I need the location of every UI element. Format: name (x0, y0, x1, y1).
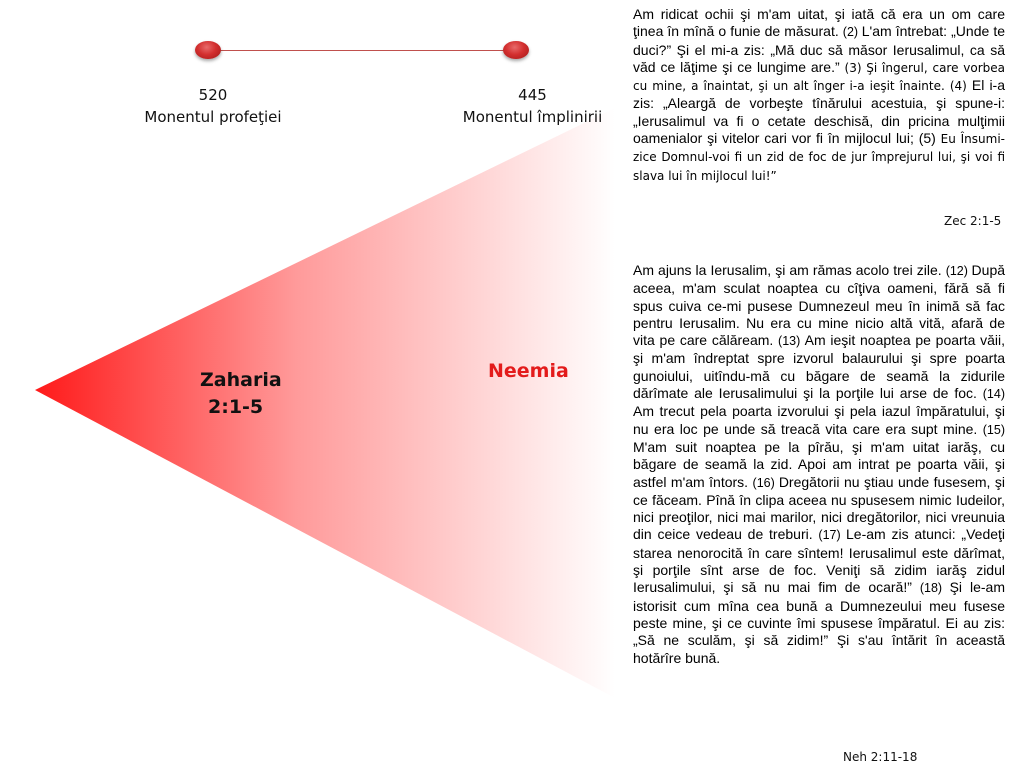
zaharia-label (200, 367, 300, 421)
passage-text: Am ajuns la Ierusalim, şi am rămas acolo trei zile. (633, 262, 946, 278)
passage-text: Am ridicat ochii şi m'am uitat, şi iată că era un om care ţinea în mînă o funie de măsurat. (633, 6, 1005, 40)
passage-text: L'am întrebat: „Unde te duci?” Şi el mi-a zis: „Mă duc să măsor Ierusalimul, ca să văd ce lăţime şi ce lungime are.” (633, 23, 1006, 75)
passage-text: (5) (918, 130, 941, 147)
zaharia-reference: 2:1-5 (208, 396, 264, 418)
timeline-start-caption: Monentul profeţiei (144, 108, 282, 126)
timeline-start-label (118, 84, 308, 128)
zaharia-name: Zaharia (200, 369, 282, 391)
timeline-end-dot (503, 41, 529, 59)
triangle-shape (35, 108, 615, 698)
timeline-start-year: 520 (198, 86, 228, 104)
verse-number: (17) (818, 528, 847, 543)
verse-number: (18) (919, 581, 950, 596)
passage-text: El i-a zis: „Aleargă de vorbeşte tînărului acestuia, şi spune-i: „Ierusalimul va fi o cetate deschisă, din pricina mulţimii oamenialor şi vitelor cari vor fi în mijlocul lui; (633, 77, 1006, 147)
verse-number: (12) (945, 264, 972, 278)
passage-text: (4) (949, 79, 972, 94)
zechariah-reference: Zec 2:1-5 (944, 214, 1002, 228)
timeline-end-caption: Monentul împlinirii (462, 108, 603, 126)
nehemiah-reference: Neh 2:11-18 (843, 750, 918, 764)
timeline-end-label (440, 84, 625, 128)
zechariah-passage (633, 6, 1005, 185)
verse-number: (15) (982, 422, 1005, 437)
timeline-start-dot (195, 41, 221, 59)
verse-number: (13) (778, 334, 805, 349)
passage-text: Am ieşit noaptea pe poarta văii, şi m'am îndreptat spre izvorul balaurului şi spre poarta gunoiului, uitîndu-mă cu băgare de seamă la zidurile dărîmate ale Ierusalimului şi la porţile lui arse de foc. (633, 332, 1005, 402)
passage-text: Şi le-am istorisit cum mîna cea bună a Dumnezeului meu fusese peste mine, şi ce cuvinte îmi spusese împăratul. Ei au zis: „Să ne sculăm, şi să zidim!” Şi s'au întărit în această hotărîre bună. (633, 579, 1005, 666)
passage-text: Am trecut pela poarta izvorului şi pela iazul împăratului, şi nu era loc pe unde să treacă vita care era supt mine. (633, 403, 1005, 437)
neemia-label: Neemia (488, 360, 569, 382)
timeline-line (208, 50, 516, 51)
nehemiah-passage (633, 262, 1005, 667)
verse-number: (2) (842, 25, 862, 40)
passage-text: După aceea, m'am sculat noaptea cu cîţiva oameni, fără să fi spus cuiva ce-mi pusese Dumnezeul meu în inimă să fac pentru Ierusalim. Nu era cu mine nicio altă vită, afară de vita pe care călăream. (633, 262, 1006, 349)
verse-number: (16) (752, 475, 779, 490)
timeline-end-year: 445 (518, 86, 547, 104)
passage-text: M'am suit noaptea pe la pîrău, şi m'am uitat iarăş, cu băgare de seamă la zid. Apoi am intrat pe poarta văii, şi astfel m'am întors. (633, 438, 1005, 490)
passage-text: Le-am zis atunci: „Vedeţi starea nenorocită în care sîntem! Ierusalimul este dărîmat, şi porţile sînt arse de foc. Veniţi să zidim iarăş zidul Ierusalimului, şi să nu mai fim de ocară!” (633, 526, 1006, 596)
passage-text: Eu Însumi-zice Domnul-voi fi un zid de foc de jur împrejurul lui, şi voi fi slava lui în mijlocul lui!” (633, 132, 1005, 183)
verse-number: (14) (982, 387, 1005, 402)
passage-text: (3) Şi îngerul, care vorbea cu mine, a înaintat, şi un alt înger i-a ieşit înainte. (633, 60, 1006, 94)
passage-text: Dregătorii nu ştiau unde fusesem, şi ce făceam. Pînă în clipa aceea nu spusesem nimic Iudeilor, nici preoţilor, nici mai marilor, nici dregătorilor, nici vreunuia din ceice vedeau de treburi. (633, 473, 1005, 543)
